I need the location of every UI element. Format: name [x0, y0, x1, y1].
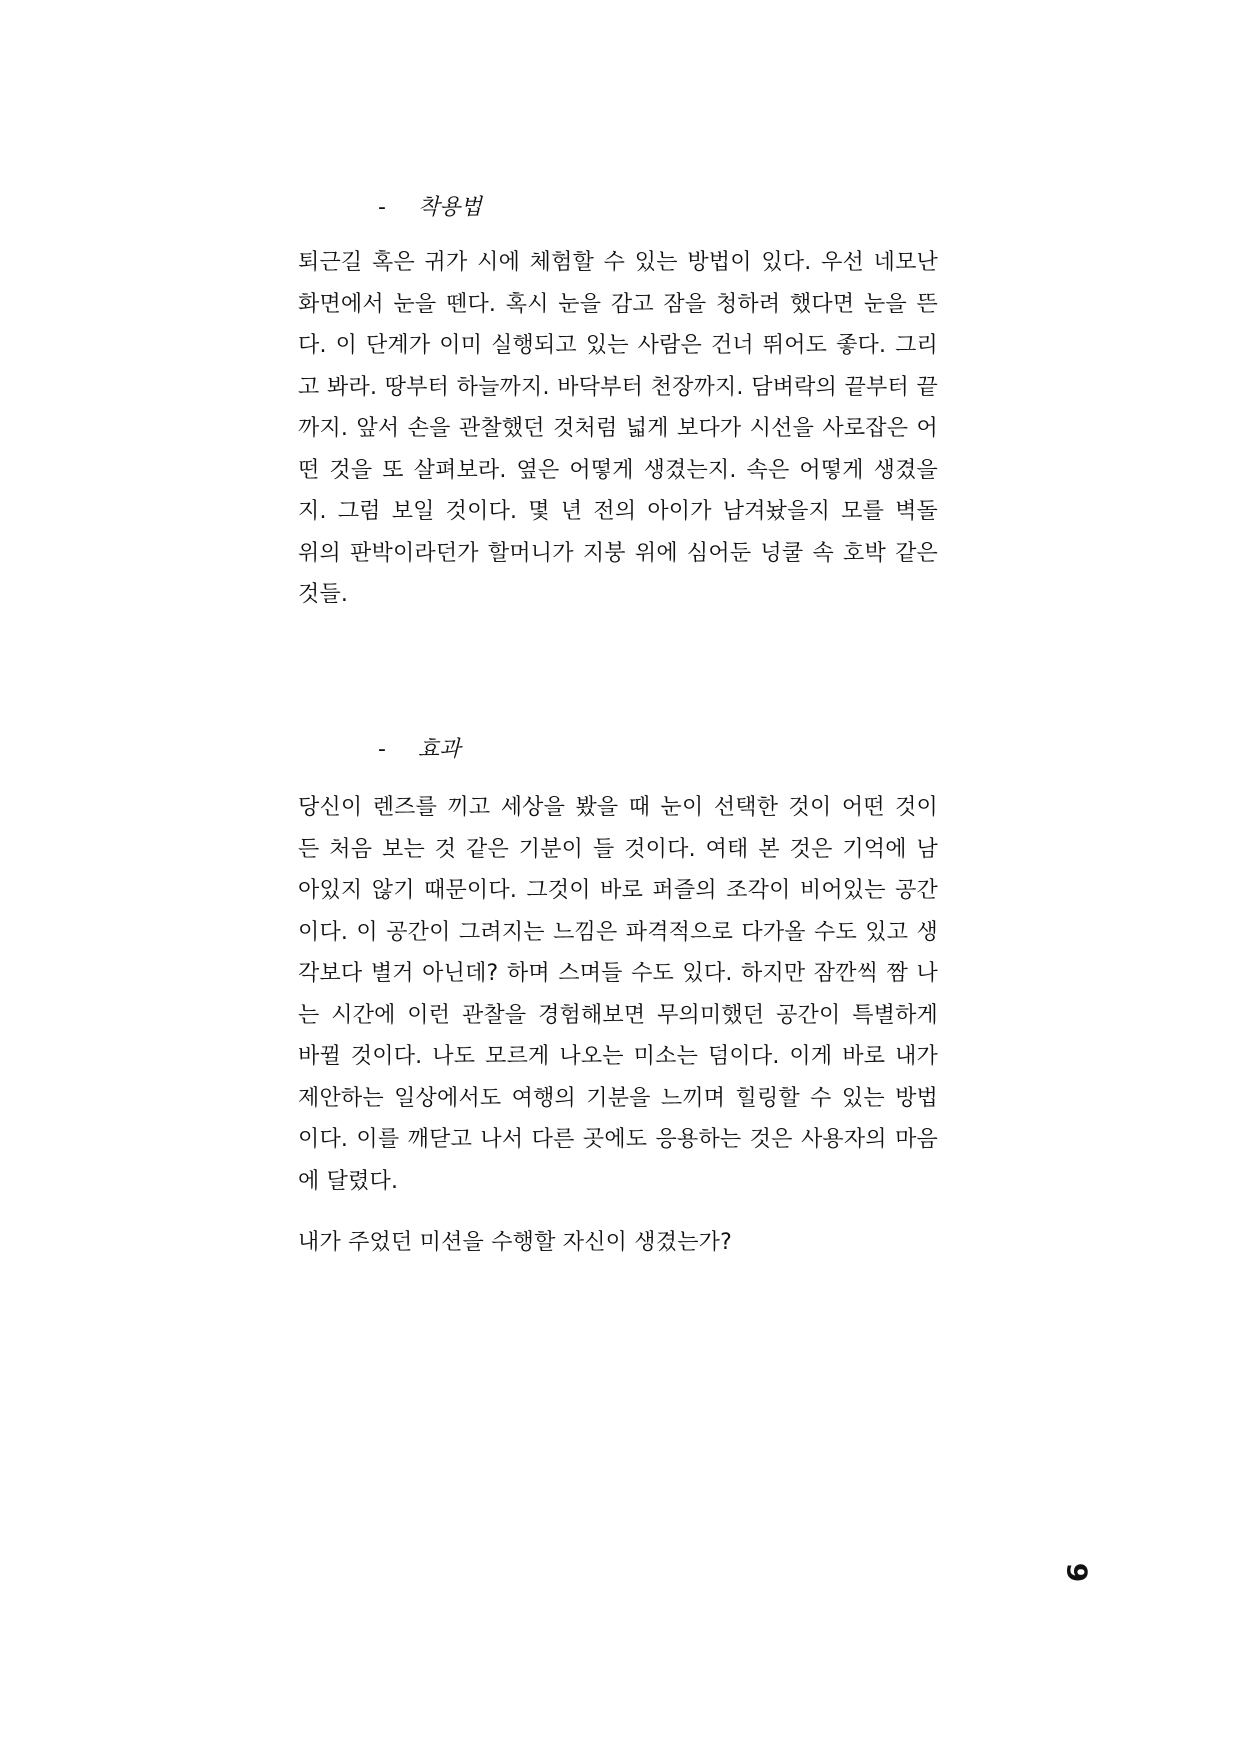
- paragraph-line: 고 봐라. 땅부터 하늘까지. 바닥부터 천장까지. 담벼락의 끝부터 끝: [298, 374, 938, 400]
- paragraph-line: 아있지 않기 때문이다. 그것이 바로 퍼즐의 조각이 비어있는 공간: [298, 878, 938, 903]
- paragraph-line: 떤 것을 또 살펴보라. 옆은 어떻게 생겼는지. 속은 어떻게 생겼을: [298, 457, 938, 483]
- heading-title: 효과: [418, 737, 461, 762]
- paragraph-effect: [298, 787, 938, 1202]
- heading-title: 착용법: [418, 195, 482, 220]
- paragraph-line: 위의 판박이라던가 할머니가 지붕 위에 심어둔 넝쿨 속 호박 같은: [298, 540, 938, 566]
- paragraph-line: 각보다 별거 아닌데? 하며 스며들 수도 있다. 하지만 잠깐씩 짬 나: [298, 961, 938, 986]
- paragraph-line: 다. 이 단계가 이미 실행되고 있는 사람은 건너 뛰어도 좋다. 그리: [298, 333, 938, 358]
- closing-line: [298, 1222, 938, 1264]
- page-number: 9: [1060, 1562, 1094, 1583]
- paragraph-line: 에 달렸다.: [298, 1168, 399, 1194]
- paragraph-line: 이다. 이를 깨닫고 나서 다른 곳에도 응용하는 것은 사용자의 마음: [298, 1127, 938, 1152]
- paragraph-line: 지. 그럼 보일 것이다. 몇 년 전의 아이가 남겨놨을지 모를 벽돌: [298, 499, 938, 524]
- paragraph-line: 까지. 앞서 손을 관찰했던 것처럼 넓게 보다가 시선을 사로잡은 어: [298, 416, 938, 441]
- paragraph-line: 는 시간에 이런 관찰을 경험해보면 무의미했던 공간이 특별하게: [298, 1002, 938, 1028]
- paragraph-line: 화면에서 눈을 뗀다. 혹시 눈을 감고 잠을 청하려 했다면 눈을 뜬: [298, 291, 938, 317]
- paragraph-line: 퇴근길 혹은 귀가 시에 체험할 수 있는 방법이 있다. 우선 네모난: [298, 250, 938, 275]
- closing-line-text: 내가 주었던 미션을 수행할 자신이 생겼는가?: [298, 1230, 732, 1255]
- section-heading-wearing: [378, 193, 482, 223]
- section-heading-effect: [378, 735, 461, 765]
- paragraph-line: 이다. 이 공간이 그려지는 느낌은 파격적으로 다가올 수도 있고 생: [298, 919, 938, 945]
- paragraph-line: 바뀔 것이다. 나도 모르게 나오는 미소는 덤이다. 이게 바로 내가: [298, 1044, 938, 1069]
- heading-dash: -: [378, 737, 386, 762]
- paragraph-wearing: [298, 242, 938, 616]
- paragraph-line: 것들.: [298, 582, 349, 607]
- paragraph-line: 든 처음 보는 것 같은 기분이 들 것이다. 여태 본 것은 기억에 남: [298, 836, 938, 862]
- paragraph-line: 당신이 렌즈를 끼고 세상을 봤을 때 눈이 선택한 것이 어떤 것이: [298, 795, 938, 820]
- heading-dash: -: [378, 195, 386, 220]
- paragraph-line: 제안하는 일상에서도 여행의 기분을 느끼며 힐링할 수 있는 방법: [298, 1085, 938, 1111]
